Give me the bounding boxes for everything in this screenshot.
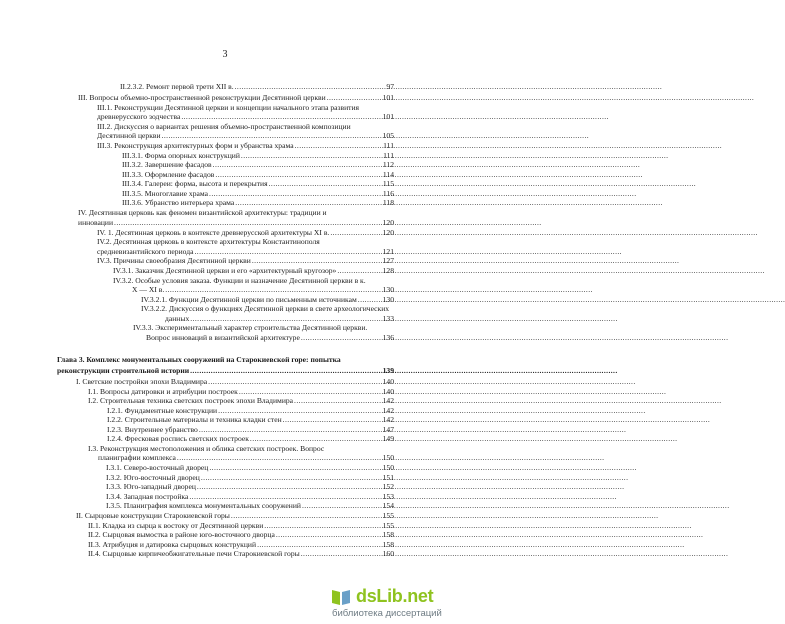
toc-entry bbox=[98, 453, 394, 462]
toc-entry bbox=[97, 131, 394, 140]
toc-entry bbox=[106, 463, 394, 472]
toc-entry bbox=[107, 415, 394, 424]
toc-entry bbox=[57, 366, 394, 375]
toc-entry-title: IV.3.3. Экспериментальный характер строительства Десятинной церкви. bbox=[133, 323, 368, 332]
toc-entry bbox=[78, 93, 394, 102]
toc-dot-leader bbox=[189, 492, 381, 501]
toc-dot-leader bbox=[301, 333, 382, 342]
toc-entry bbox=[78, 218, 394, 227]
toc-entry-title: III.3.6. Убранство интерьера храма bbox=[122, 198, 235, 207]
toc-entry-page: 128 bbox=[382, 266, 394, 275]
toc-entry bbox=[97, 237, 394, 246]
toc-entry-title: III.3.4. Галереи: форма, высота и перекрытия bbox=[122, 179, 268, 188]
toc-entry-title: II.1. Кладка из сырца к востоку от Десятинной церкви bbox=[88, 521, 264, 530]
toc-entry-title: I.3.4. Западная постройка bbox=[106, 492, 189, 501]
toc-dot-leader bbox=[301, 549, 382, 558]
toc-entry-page: 118 bbox=[382, 198, 394, 207]
toc-entry bbox=[141, 304, 394, 313]
toc-entry-title: IV. 1. Десятинная церковь в контексте древнерусской архитектуры XI в. bbox=[97, 228, 330, 237]
toc-entry-page: 152 bbox=[382, 482, 394, 491]
toc-dot-leader bbox=[218, 406, 381, 415]
toc-entry bbox=[146, 333, 394, 342]
toc-dot-leader bbox=[194, 247, 381, 256]
toc-entry-page: 153 bbox=[382, 492, 394, 501]
toc-entry-page: 151 bbox=[382, 473, 394, 482]
toc-entry bbox=[97, 228, 394, 237]
toc-dot-leader bbox=[199, 425, 382, 434]
toc-entry bbox=[57, 355, 394, 364]
toc-dot-leader bbox=[327, 93, 382, 102]
toc-entry-page: 136 bbox=[382, 333, 394, 342]
toc-entry bbox=[88, 444, 394, 453]
toc-entry-page: 111 bbox=[383, 151, 394, 160]
toc-dot-leader bbox=[209, 463, 381, 472]
toc-entry bbox=[120, 82, 394, 91]
toc-entry bbox=[122, 198, 394, 207]
toc-dot-leader bbox=[177, 453, 382, 462]
toc-entry-title: IV.3.2.2. Дискуссия о функциях Десятинной церкви в свете археологических bbox=[141, 304, 390, 313]
toc-entry bbox=[106, 482, 394, 491]
toc-entry-title: Вопрос инноваций в византийской архитектуре bbox=[146, 333, 300, 342]
toc-entry-page: 112 bbox=[382, 160, 394, 169]
toc-dot-leader bbox=[276, 530, 382, 539]
toc-entry-title: II.2. Сырцовая вымостка в районе юго-восточного дворца bbox=[88, 530, 275, 539]
toc-dot-leader bbox=[190, 314, 381, 323]
toc-entry bbox=[107, 406, 394, 415]
toc-entry bbox=[88, 530, 394, 539]
book-icon bbox=[330, 587, 352, 607]
toc-entry-title: Глава 3. Комплекс монументальных сооружений на Старокиевской горе: попытка bbox=[57, 355, 341, 364]
toc-dot-leader bbox=[201, 473, 382, 482]
toc-dot-leader bbox=[241, 151, 382, 160]
toc-entry-title: I.1. Вопросы датировки и атрибуции построек bbox=[88, 387, 238, 396]
toc-dot-leader bbox=[235, 198, 382, 207]
watermark-subtitle: библиотека диссертаций bbox=[332, 608, 442, 619]
toc-entry bbox=[97, 112, 394, 121]
toc-entry-page: 158 bbox=[382, 530, 394, 539]
toc-entry bbox=[97, 141, 394, 150]
toc-dot-leader bbox=[190, 366, 381, 375]
toc-entry bbox=[88, 396, 394, 405]
toc-entry-title: III.2. Дискуссия о вариантах решения объемно-пространственной композиции bbox=[97, 122, 351, 131]
toc-dot-leader bbox=[252, 256, 382, 265]
toc-entry bbox=[76, 511, 394, 520]
toc-dot-leader bbox=[181, 112, 381, 121]
watermark-logo bbox=[356, 586, 433, 607]
toc-entry-title: II.3. Атрибуция и датировка сырцовых конструкций bbox=[88, 540, 257, 549]
toc-entry-title: IV.3.2. Особые условия заказа. Функции и назначение Десятинной церкви в к. bbox=[113, 276, 366, 285]
toc-entry bbox=[88, 521, 394, 530]
toc-dot-leader bbox=[337, 266, 381, 275]
toc-entry-title: I.2. Строительная техника светских построек эпохи Владимира bbox=[88, 396, 294, 405]
toc-entry-title: I.3.3. Юго-западный дворец bbox=[106, 482, 196, 491]
toc-entry bbox=[97, 103, 394, 112]
toc-entry-page: 154 bbox=[382, 501, 394, 510]
toc-entry-page: 140 bbox=[382, 377, 394, 386]
toc-entry-title: I. Светские постройки эпохи Владимира bbox=[76, 377, 208, 386]
toc-dot-leader bbox=[283, 415, 382, 424]
toc-entry-page: 120 bbox=[382, 218, 394, 227]
toc-entry bbox=[88, 387, 394, 396]
toc-entry-page: 142 bbox=[382, 396, 394, 405]
toc-entry-title: инновации bbox=[78, 218, 114, 227]
toc-entry-page: 150 bbox=[382, 453, 394, 462]
toc-dot-leader bbox=[208, 377, 381, 386]
toc-entry-title: I.2.1. Фундаментные конструкции bbox=[107, 406, 218, 415]
toc-dot-leader bbox=[294, 396, 382, 405]
toc-entry-page: 101 bbox=[382, 112, 394, 121]
toc-dot-leader bbox=[231, 511, 382, 520]
toc-entry bbox=[122, 151, 394, 160]
toc-dot-leader bbox=[257, 540, 382, 549]
toc-entry bbox=[133, 323, 394, 332]
toc-entry-title: II.2.3.2. Ремонт первой трети XII в. bbox=[120, 82, 234, 91]
toc-entry-page: 130 bbox=[382, 295, 394, 304]
toc-entry bbox=[106, 473, 394, 482]
toc-entry-title: III.3.3. Оформление фасадов bbox=[122, 170, 215, 179]
toc-entry-title: III.3.1. Форма опорных конструкций bbox=[122, 151, 240, 160]
toc-entry-page: 147 bbox=[382, 425, 394, 434]
watermark-logo-main: dsLib bbox=[356, 586, 403, 606]
toc-entry-page: 142 bbox=[382, 406, 394, 415]
toc-entry-page: 155 bbox=[382, 511, 394, 520]
toc-entry-page: 155 bbox=[382, 521, 394, 530]
toc-entry-title: II.4. Сырцовые кирпичеобжигательные печи Старокиевской горы bbox=[88, 549, 300, 558]
page-number: 3 bbox=[222, 49, 228, 60]
toc-entry-title: реконструкции строительной истории bbox=[57, 366, 190, 375]
toc-entry bbox=[132, 285, 394, 294]
toc-entry-page: 158 bbox=[382, 540, 394, 549]
toc-entry-page: 133 bbox=[382, 314, 394, 323]
toc-entry-page: 120 bbox=[382, 228, 394, 237]
toc-entry bbox=[122, 179, 394, 188]
toc-entry-title: IV. Десятинная церковь как феномен византийской архитектуры: традиции и bbox=[78, 208, 327, 217]
toc-entry bbox=[76, 377, 394, 386]
toc-entry-title: IV.3.2.1. Функции Десятинной церкви по письменным источникам bbox=[141, 295, 357, 304]
toc-entry bbox=[122, 160, 394, 169]
toc-entry bbox=[113, 266, 394, 275]
toc-entry bbox=[113, 276, 394, 285]
toc-entry bbox=[141, 295, 394, 304]
toc-entry-title: II. Сырцовые конструкции Старокиевской горы bbox=[76, 511, 230, 520]
toc-entry bbox=[88, 549, 394, 558]
toc-entry-title: I.3.5. Планиграфия комплекса монументальных сооружений bbox=[106, 501, 301, 510]
toc-entry bbox=[122, 189, 394, 198]
toc-entry-page: 97 bbox=[386, 82, 394, 91]
toc-entry-title: данных bbox=[165, 314, 190, 323]
toc-entry bbox=[106, 492, 394, 501]
toc-dot-leader bbox=[162, 131, 382, 140]
toc-entry bbox=[88, 540, 394, 549]
toc-entry-page: 101 bbox=[382, 93, 394, 102]
toc-dot-leader bbox=[269, 179, 382, 188]
toc-dot-leader bbox=[235, 82, 386, 91]
toc-entry-title: I.2.4. Фресковая роспись светских построек bbox=[107, 434, 249, 443]
toc-entry-page: 105 bbox=[382, 131, 394, 140]
toc-entry bbox=[122, 170, 394, 179]
toc-dot-leader bbox=[250, 434, 382, 443]
toc-entry-title: III.3. Реконструкция архитектурных форм и убранства храма bbox=[97, 141, 294, 150]
toc-entry-page: 127 bbox=[382, 256, 394, 265]
toc-entry-page: 111 bbox=[383, 141, 394, 150]
toc-entry-title: III.1. Реконструкции Десятинной церкви и концепции начального этапа развития bbox=[97, 103, 360, 112]
toc-dot-leader bbox=[330, 228, 381, 237]
toc-entry-title: I.3.1. Северо-восточный дворец bbox=[106, 463, 209, 472]
toc-entry-title: IV.3. Причины своеобразия Десятинной церкви bbox=[97, 256, 251, 265]
dslib-watermark bbox=[330, 586, 445, 620]
toc-entry-page: 142 bbox=[382, 415, 394, 424]
toc-dot-leader bbox=[165, 285, 381, 294]
toc-entry-title: I.2.3. Внутреннее убранство bbox=[107, 425, 198, 434]
toc-entry bbox=[107, 425, 394, 434]
toc-entry-title: III. Вопросы объемно-пространственной реконструкции Десятинной церкви bbox=[78, 93, 326, 102]
toc-dot-leader bbox=[302, 501, 382, 510]
toc-entry-title: IV.3.1. Заказчик Десятинной церкви и его «архитектурный кругозор» bbox=[113, 266, 337, 275]
toc-entry-title: I.3. Реконструкция местоположения и облика светских построек. Вопрос bbox=[88, 444, 325, 453]
toc-entry-title: средневизантийского периода bbox=[97, 247, 194, 256]
toc-dot-leader bbox=[264, 521, 381, 530]
toc-dot-leader bbox=[239, 387, 382, 396]
toc-entry-page: 150 bbox=[382, 463, 394, 472]
toc-dot-leader bbox=[215, 170, 382, 179]
toc-dot-leader bbox=[209, 189, 382, 198]
toc-entry bbox=[106, 501, 394, 510]
toc-entry-page: 116 bbox=[382, 189, 394, 198]
toc-entry-title: I.2.2. Строительные материалы и техника кладки стен bbox=[107, 415, 282, 424]
watermark-logo-tld: .net bbox=[402, 586, 434, 606]
toc-entry bbox=[97, 122, 394, 131]
toc-entry-page: 139 bbox=[382, 366, 394, 375]
toc-entry-page: 121 bbox=[382, 247, 394, 256]
toc-entry-title: X — XI в. bbox=[132, 285, 165, 294]
toc-entry-title: I.3.2. Юго-восточный дворец bbox=[106, 473, 200, 482]
toc-entry-page: 115 bbox=[382, 179, 394, 188]
toc-dot-leader bbox=[358, 295, 382, 304]
toc-entry bbox=[97, 256, 394, 265]
toc-entry bbox=[78, 208, 394, 217]
toc-entry-title: III.3.5. Многоглавие храма bbox=[122, 189, 209, 198]
toc-dot-leader bbox=[295, 141, 383, 150]
toc-entry-title: древнерусского зодчества bbox=[97, 112, 181, 121]
toc-dot-leader bbox=[114, 218, 382, 227]
toc-dot-leader bbox=[197, 482, 382, 491]
toc-entry-title: Десятинной церкви bbox=[97, 131, 161, 140]
toc-entry-page: 114 bbox=[382, 170, 394, 179]
toc-entry bbox=[97, 247, 394, 256]
toc-entry-page: 160 bbox=[382, 549, 394, 558]
toc-entry-title: IV.2. Десятинная церковь в контексте архитектуры Константинополя bbox=[97, 237, 320, 246]
toc-dot-leader bbox=[213, 160, 382, 169]
toc-entry-page: 140 bbox=[382, 387, 394, 396]
toc-entry-title: III.3.2. Завершение фасадов bbox=[122, 160, 212, 169]
toc-entry bbox=[107, 434, 394, 443]
toc-entry-title: планиграфии комплекса bbox=[98, 453, 176, 462]
toc-entry-page: 130 bbox=[382, 285, 394, 294]
toc-entry bbox=[165, 314, 394, 323]
toc-entry-page: 149 bbox=[382, 434, 394, 443]
